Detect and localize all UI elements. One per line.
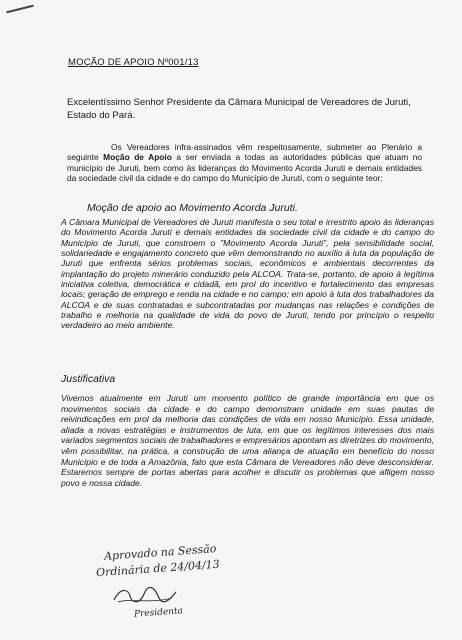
motion-heading: Moção de apoio ao Movimento Acorda Juruti. — [87, 202, 298, 214]
intro-bold-text: Moção de Apoio — [103, 152, 172, 163]
signature-scribble — [110, 584, 180, 608]
address-line: Excelentíssimo Senhor Presidente da Câmara Municipal de Vereadores de Juruti, Estado do Pará. — [67, 97, 411, 121]
justification-body: Vivemos atualmente em Juruti um momento político de grande importância em que os movimentos sociais da cidade e do campo demonstram unidade em suas pautas de reivindicações em prol da melhoria das condições de vida em nosso Município. Essa unidade, aliada a novas estratégias e instrumentos de luta, em que os legítimos interesses dos mais variados segmentos sociais de trabalhadores e empresários apontam as diretrizes do movimento, vêm possibilitar, na prática, a construção de uma aliança de atuação em benefício do nosso Município e de toda a Amazônia, fato que esta Câmara de Vereadores não deve desconsiderar. Estaremos sempre de portas abertas para acolher e discutir os problemas que afligem nosso povo e nossa cidade. — [61, 393, 434, 488]
handwritten-role: Presidenta — [133, 606, 184, 620]
intro-paragraph — [67, 142, 422, 183]
document-title: MOÇÃO DE APOIO Nº001/13 — [68, 57, 199, 68]
handwritten-approval-line2: Ordinária de 24/04/13 — [95, 557, 221, 580]
justification-heading: Justificativa — [61, 373, 116, 385]
intro-text-a: Os Vereadores infra-assinados vêm respeitosamente, submeter ao Plenário a seguinte — [67, 142, 422, 163]
intro-text-b: a ser enviada a todas as autoridades públicas que atuam no município de Juruti, bem como às lideranças do Movimento Acorda Juruti e demais entidades da sociedade civil da cidade e do campo do Município de Juruti, com o seguinte teor: — [67, 152, 422, 183]
pen-mark — [6, 5, 34, 14]
motion-body: A Câmara Municipal de Vereadores de Juruti manifesta o seu total e irrestrito apoio às lideranças do Movimento Acorda Juruti e demais entidades da sociedade civil da cidade e do campo do Município de Juruti, que constroem o "Movimento Acorda Juruti", pela sensibilidade social, solidariedade e engajamento concreto que vêm demonstrando no auxílio à luta da população de Juruti que enfrenta sérios problemas sociais, econômicos e ambientais decorrentes da implantação do projeto minerário conduzido pela ALCOA. Trata-se, portanto, de apoio à legítima iniciativa coletiva, democrática e cidadã, em prol do incentivo e fortalecimento das empresas locais; geração de emprego e renda na cidade e no campo; em apoio à luta dos trabalhadores da ALCOA e de suas contratadas e subcontratadas por mudanças nas relações e condições de trabalho e melhoria na qualidade de vida do povo de Juruti, tendo por princípio o respeito verdadeiro ao meio ambiente. — [61, 217, 434, 331]
handwritten-approval-line1: Aprovado na Sessão — [103, 542, 217, 563]
